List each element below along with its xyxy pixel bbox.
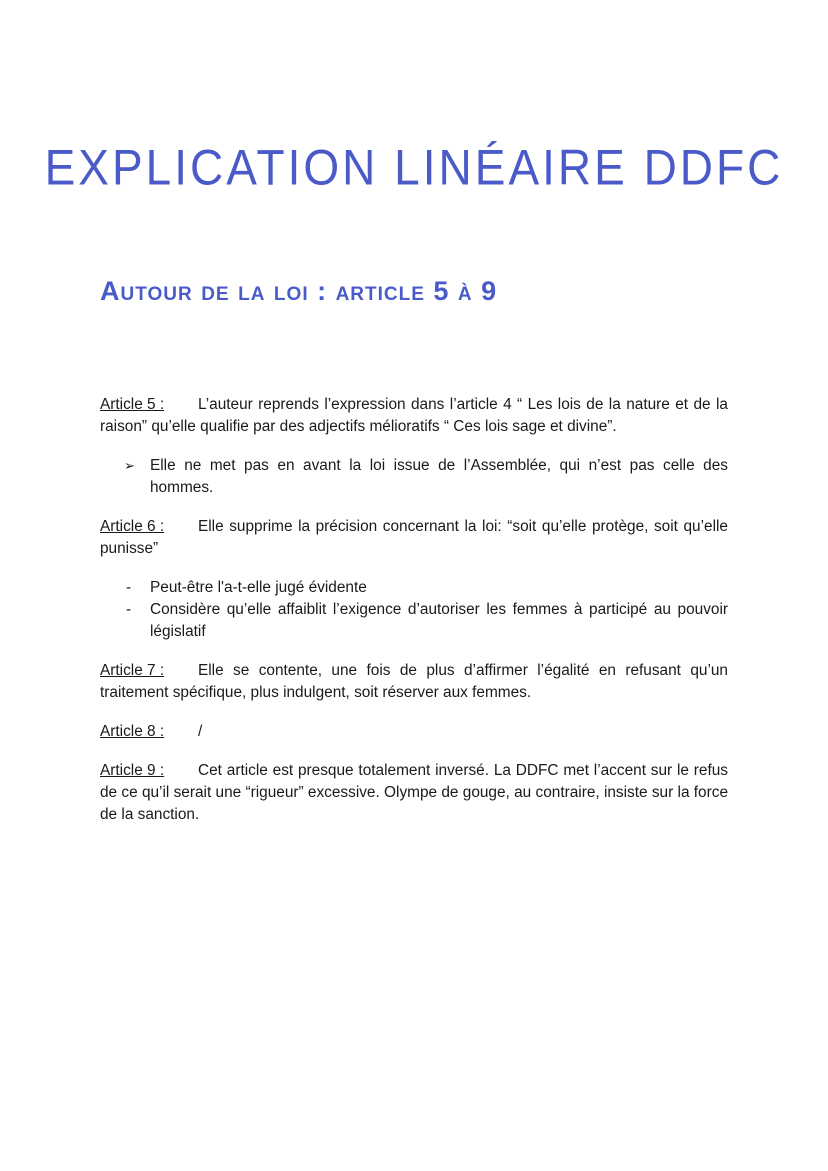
article-8 [100,721,728,743]
article-label: Article 9 : [100,762,165,779]
list-item [100,599,728,643]
document-title: EXPLICATION LINÉAIRE DDFC [44,138,784,196]
article-9 [100,760,728,826]
list-item-text: Elle ne met pas en avant la loi issue de l’Assemblée, qui n’est pas celle des hommes. [150,457,728,496]
article-6 [100,516,728,560]
section-title: Autour de la loi : article 5 à 9 [100,276,498,306]
list-item-text: Considère qu’elle affaiblit l’exigence d’autoriser les femmes à participé au pouvoir législatif [150,601,728,640]
list-item [100,455,728,499]
article-text: Elle se contente, une fois de plus d’affirmer l’égalité en refusant qu’un traitement spécifique, plus indulgent, soit réserver aux femmes. [100,662,728,701]
dash-bullet-icon: - [126,601,132,618]
list-item [100,577,728,599]
article-text: / [198,723,203,740]
article-label: Article 5 : [100,396,165,413]
article-5 [100,394,728,438]
dash-bullet-icon: - [126,579,132,596]
arrow-bullet-icon: ➢ [124,458,135,473]
article-label: Article 7 : [100,662,165,679]
article-text: Cet article est presque totalement inversé. La DDFC met l’accent sur le refus de ce qu’il serait une “rigueur” excessive. Olympe de gouge, au contraire, insiste sur la force de la sanction. [100,762,728,823]
article-label: Article 8 : [100,723,165,740]
article-label: Article 6 : [100,518,165,535]
list-item-text: Peut-être l'a-t-elle jugé évidente [150,579,367,596]
document-body [100,394,728,843]
article-6-bullets [100,577,728,643]
article-5-bullets [100,455,728,499]
article-7 [100,660,728,704]
article-text: L’auteur reprends l’expression dans l’article 4 “ Les lois de la nature et de la raison” qu’elle qualifie par des adjectifs mélioratifs “ Ces lois sage et divine”. [100,396,728,435]
article-text: Elle supprime la précision concernant la loi: “soit qu’elle protège, soit qu’elle punisse” [100,518,728,557]
